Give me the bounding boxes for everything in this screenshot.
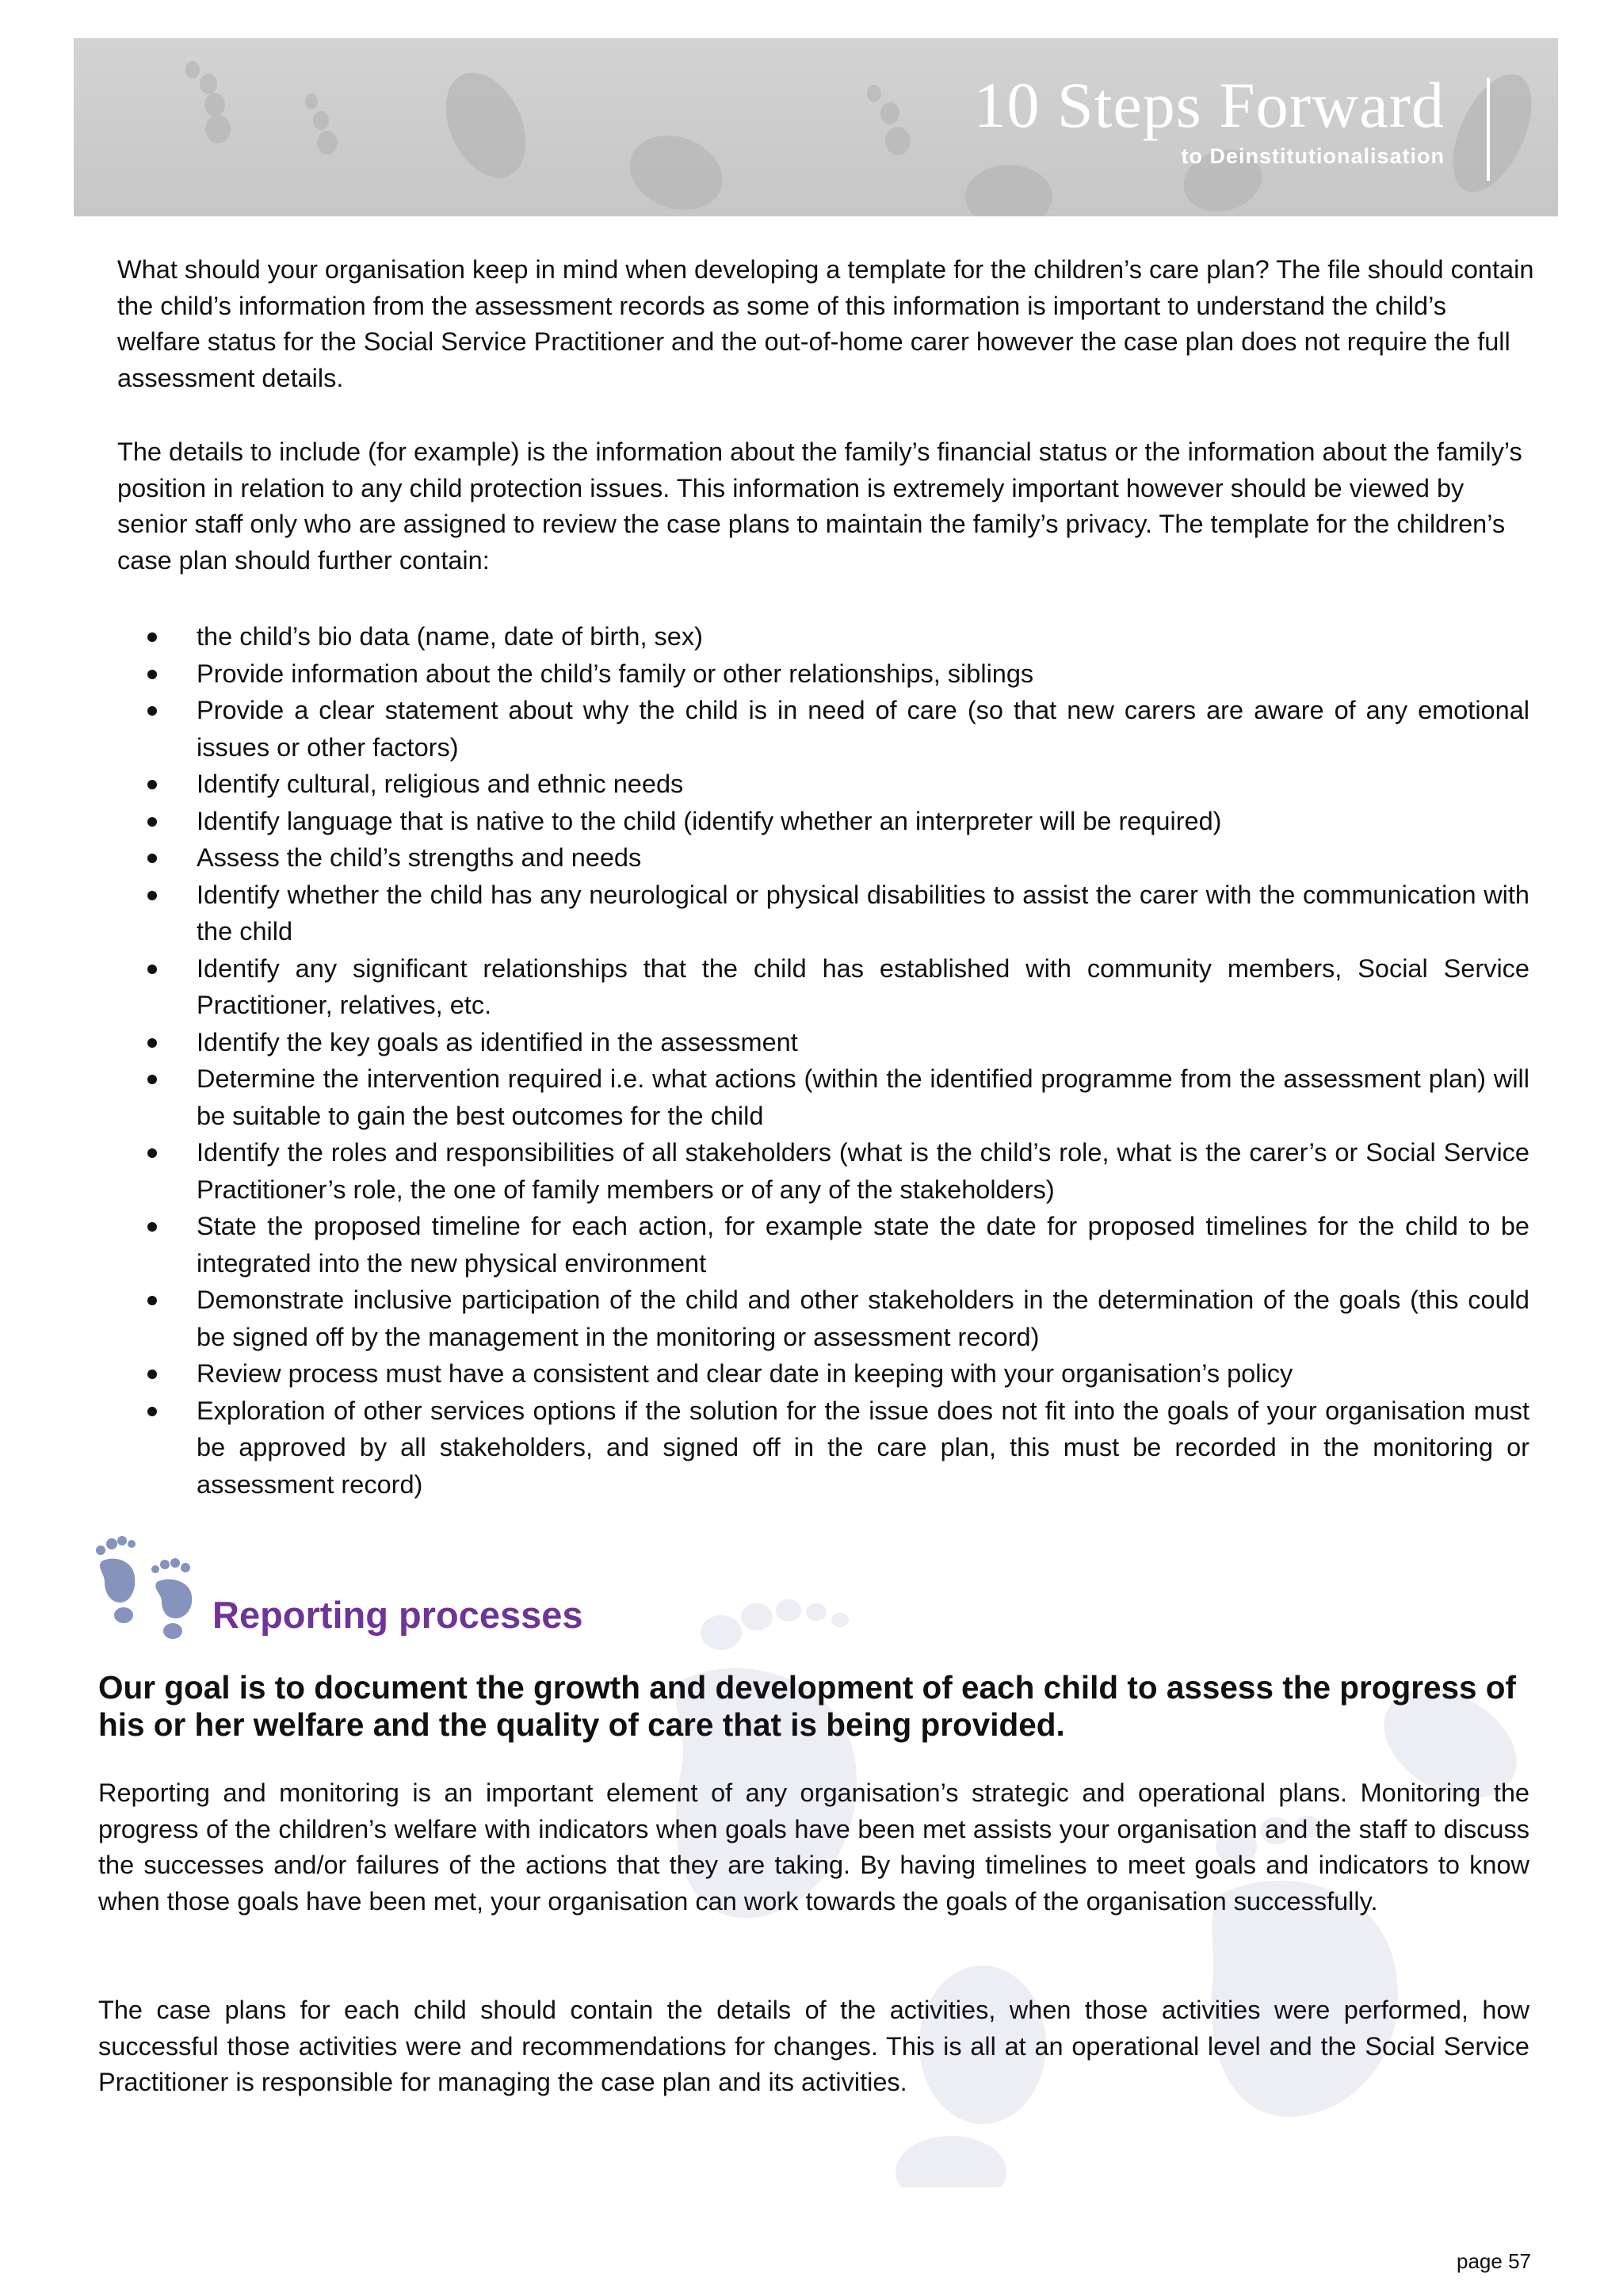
list-item xyxy=(119,1024,1529,1061)
list-item xyxy=(119,1208,1529,1282)
list-item-text: Review process must have a consistent and clear date in keeping with your organisation’s policy xyxy=(197,1359,1293,1388)
bullet-dot xyxy=(147,1075,157,1084)
bullet-dot xyxy=(147,1296,157,1305)
bullet-dot xyxy=(147,1370,157,1379)
list-item xyxy=(119,877,1529,950)
list-item xyxy=(119,1134,1529,1208)
list-item xyxy=(119,839,1529,877)
list-item xyxy=(119,1355,1529,1392)
bullet-dot xyxy=(147,780,157,789)
reporting-paragraph-2: The case plans for each child should contain the details of the activities, when those activities were performed, how successful those activities were and recommendations for changes. This is all at an operational level and the Social Service Practitioner is responsible for managing the case plan and its activities. xyxy=(98,1996,1529,2096)
list-item-text: Determine the intervention required i.e. what actions (within the identified programme from the assessment plan) will be suitable to gain the best outcomes for the child xyxy=(197,1064,1529,1130)
list-item xyxy=(119,655,1529,693)
list-item-text: Identify cultural, religious and ethnic needs xyxy=(197,770,684,798)
bullet-dot xyxy=(147,670,157,679)
bullet-dot xyxy=(147,965,157,974)
list-item xyxy=(119,1392,1529,1503)
list-item xyxy=(119,1060,1529,1134)
bullet-dot xyxy=(147,1148,157,1158)
goal-statement: Our goal is to document the growth and development of each child to assess the progress of his or her welfare and the quality of care that is being provided. xyxy=(98,1669,1517,1743)
list-item-text: Provide information about the child’s family or other relationships, siblings xyxy=(197,659,1034,688)
bullet-dot xyxy=(147,706,157,716)
list-item-text: Identify whether the child has any neurological or physical disabilities to assist the carer with the communication with the child xyxy=(197,880,1529,946)
banner-title: 10 Steps Forward xyxy=(973,69,1445,141)
bullet-dot xyxy=(147,1038,157,1048)
list-item-text: Exploration of other services options if the solution for the issue does not fit into the goals of your organisation must be approved by all stakeholders, and signed off in the care plan, this must be recorded in the monitoring or assessment record) xyxy=(197,1396,1529,1499)
banner-subtitle: to Deinstitutionalisation xyxy=(1181,144,1445,168)
list-item xyxy=(119,692,1529,766)
list-item-text: Identify any significant relationships that the child has established with community members, Social Service Practitioner, relatives, etc. xyxy=(197,953,1529,1019)
section-heading: Reporting processes xyxy=(212,1594,583,1636)
list-item-text: Identify language that is native to the child (identify whether an interpreter will be required) xyxy=(197,806,1222,835)
list-item-text: the child’s bio data (name, date of birth, sex) xyxy=(197,622,703,651)
page-number: page 57 xyxy=(1457,2249,1531,2273)
header-banner xyxy=(74,38,1558,216)
list-item-text: Identify the key goals as identified in the assessment xyxy=(197,1027,798,1056)
intro-paragraph-2: The details to include (for example) is the information about the family’s financial status or the information about the family’s position in relation to any child protection issues. This information is extremely important however should be viewed by senior staff only who are assigned to review the case plans to maintain the family’s privacy. The template for the children’s case plan should further contain: xyxy=(117,437,1522,575)
bullet-dot xyxy=(147,817,157,827)
feet-icon xyxy=(94,1536,204,1639)
list-item xyxy=(119,766,1529,803)
bullet-dot xyxy=(147,891,157,900)
reporting-paragraph-1: Reporting and monitoring is an important element of any organisation’s strategic and operational plans. Monitoring the progress of the children’s welfare with indicators when goals have been met assists your organisation and the staff to discuss the successes and/or failures of the actions that they are taking. By having timelines to meet goals and indicators to know when those goals have been met, your organisation can work towards the goals of the organisation successfully. xyxy=(98,1778,1529,1916)
list-item-text: Demonstrate inclusive participation of the child and other stakeholders in the determination of the goals (this could be signed off by the management in the monitoring or assessment record) xyxy=(197,1286,1529,1351)
bullet-dot xyxy=(147,632,157,642)
banner-divider xyxy=(1487,78,1490,181)
list-item xyxy=(119,1282,1529,1355)
list-item-text: State the proposed timeline for each action, for example state the date for proposed timelines for the child to be integrated into the new physical environment xyxy=(197,1212,1529,1278)
bullet-dot xyxy=(147,1222,157,1232)
list-item-text: Identify the roles and responsibilities of all stakeholders (what is the child’s role, what is the carer’s or Social Service Practitioner’s role, the one of family members or of any of the stakeholders) xyxy=(197,1138,1529,1204)
bullet-dot xyxy=(147,1407,157,1416)
list-item xyxy=(119,950,1529,1024)
list-item xyxy=(119,618,1529,655)
care-plan-checklist xyxy=(119,618,1529,1503)
list-item-text: Provide a clear statement about why the child is in need of care (so that new carers are aware of any emotional issues or other factors) xyxy=(197,696,1529,762)
bullet-dot xyxy=(147,854,157,863)
list-item-text: Assess the child’s strengths and needs xyxy=(197,843,642,872)
list-item xyxy=(119,803,1529,840)
intro-paragraph-1: What should your organisation keep in mind when developing a template for the children’s care plan? The file should contain the child’s information from the assessment records as some of this information is important to understand the child’s welfare status for the Social Service Practitioner and the out-of-home carer however the case plan does not require the full assessment details. xyxy=(117,255,1534,392)
